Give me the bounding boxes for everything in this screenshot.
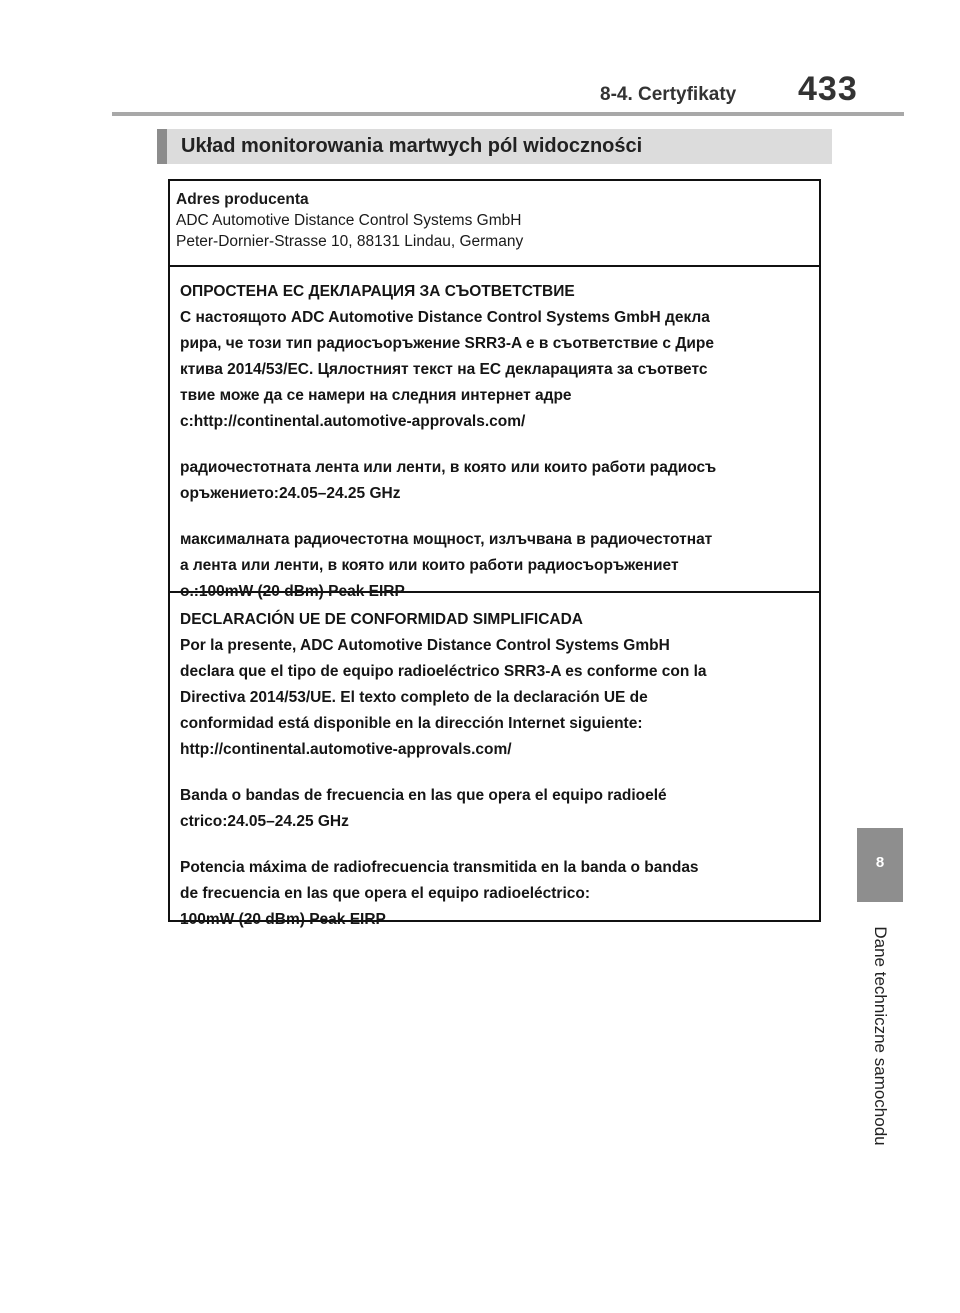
address-line: ADC Automotive Distance Control Systems GmbH <box>176 212 522 229</box>
frequency-band-line: радиочестотната лента или ленти, в която или които работи радиосъ <box>180 459 717 476</box>
section-title-bar <box>157 129 832 164</box>
declaration-heading: DECLARACIÓN UE DE CONFORMIDAD SIMPLIFICADA <box>180 611 583 628</box>
chapter-tab-label: Dane techniczne samochodu <box>871 926 890 1146</box>
declaration-line: declara que el tipo de equipo radioeléctrico SRR3-A es conforme con la <box>180 663 707 680</box>
frequency-band-line: оръжението:24.05–24.25 GHz <box>180 485 401 502</box>
declaration-line: Directiva 2014/53/UE. El texto completo de la declaración UE de <box>180 689 648 706</box>
declaration-line: http://continental.automotive-approvals.com/ <box>180 741 512 758</box>
running-header-section: 8-4. Certyfikaty <box>600 84 737 105</box>
header-divider <box>112 112 904 116</box>
max-power-line: а лента или ленти, в която или които работи радиосъоръжениет <box>180 557 679 574</box>
declaration-line: рира, че този тип радиосъоръжение SRR3-A е в съответствие с Дире <box>180 335 714 352</box>
address-line: Peter-Dornier-Strasse 10, 88131 Lindau, Germany <box>176 233 524 250</box>
declaration-line: Por la presente, ADC Automotive Distance Control Systems GmbH <box>180 637 670 654</box>
bulgarian-declaration-cell <box>170 267 819 600</box>
manufacturer-address-cell <box>170 181 819 267</box>
max-power-line: 100mW (20 dBm) Peak EIRP <box>180 911 386 928</box>
section-title: Układ monitorowania martwych pól widoczności <box>181 135 643 157</box>
declaration-table <box>168 179 821 928</box>
page-number: 433 <box>798 70 858 108</box>
max-power-line: Potencia máxima de radiofrecuencia transmitida en la banda o bandas <box>180 859 699 876</box>
frequency-band-line: Banda o bandas de frecuencia en las que opera el equipo radioelé <box>180 787 667 804</box>
declaration-line: conformidad está disponible en la dirección Internet siguiente: <box>180 715 643 732</box>
max-power-line: о.:100mW (20 dBm) Peak EIRP <box>180 583 405 600</box>
max-power-line: максималната радиочестотна мощност, излъчвана в радиочестотнат <box>180 531 713 548</box>
declaration-line: С настоящото ADC Automotive Distance Control Systems GmbH декла <box>180 309 710 326</box>
declaration-line: ктива 2014/53/ЕС. Цялостният текст на ЕС декларацията за съответс <box>180 361 708 378</box>
declaration-line: твие може да се намери на следния интернет адре <box>180 387 572 404</box>
max-power-line: de frecuencia en las que opera el equipo radioeléctrico: <box>180 885 591 902</box>
frequency-band-line: ctrico:24.05–24.25 GHz <box>180 813 349 830</box>
declaration-line: с:http://continental.automotive-approvals.com/ <box>180 413 526 430</box>
chapter-tab <box>857 828 903 902</box>
address-title: Adres producenta <box>176 191 309 208</box>
spanish-declaration-cell <box>170 593 819 928</box>
declaration-heading: ОПРОСТЕНА ЕС ДЕКЛАРАЦИЯ ЗА СЪОТВЕТСТВИЕ <box>180 283 575 300</box>
chapter-tab-number: 8 <box>875 854 885 871</box>
